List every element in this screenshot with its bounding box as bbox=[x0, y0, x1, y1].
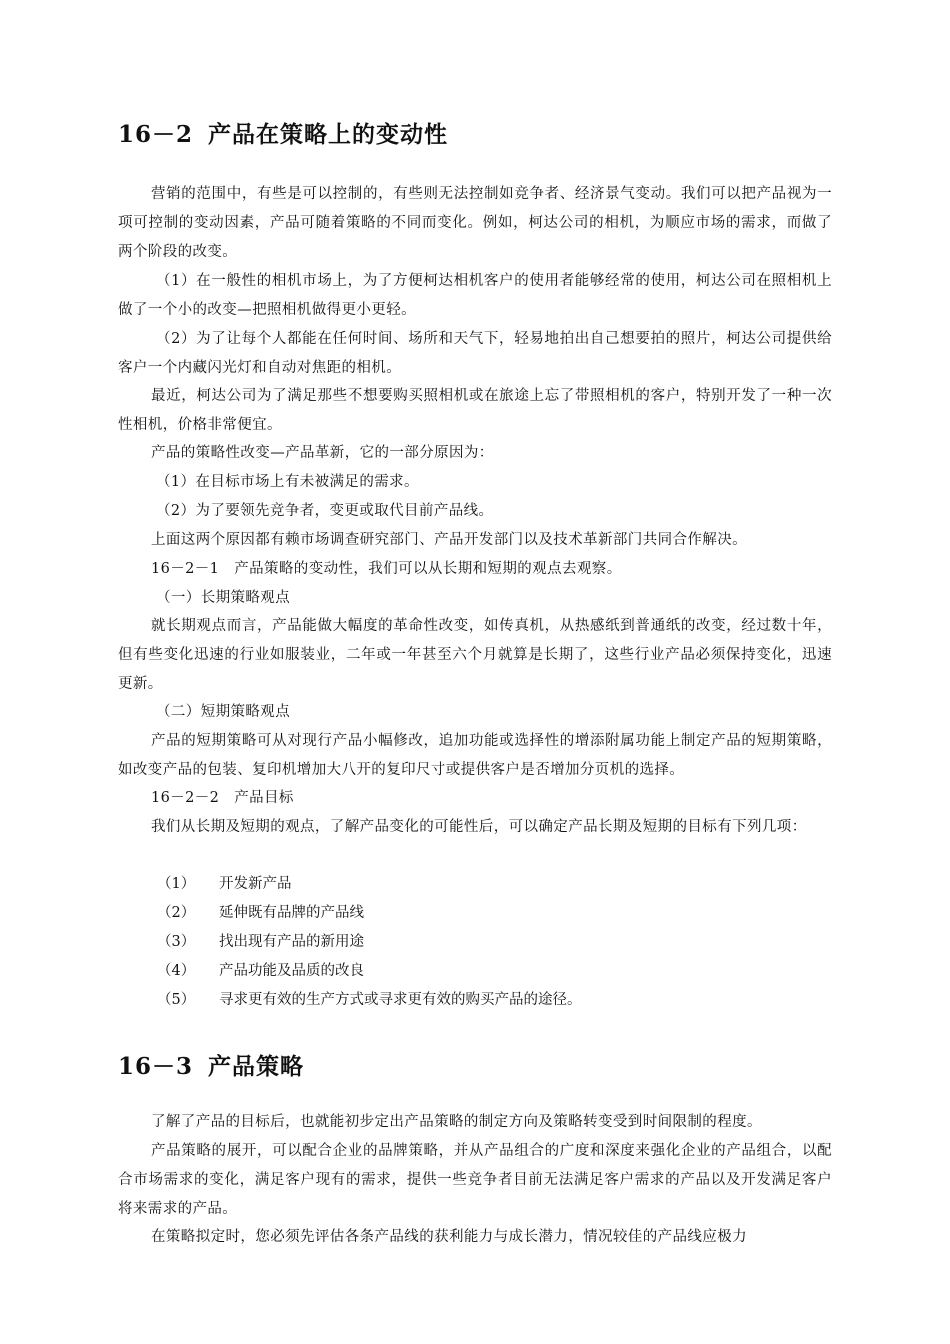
list-item: （4） 产品功能及品质的改良 bbox=[157, 963, 364, 979]
paragraph: 产品的策略性改变—产品革新，它的一部分原因为： bbox=[151, 445, 494, 461]
list-item: （5） 寻求更有效的生产方式或寻求更有效的购买产品的途径。 bbox=[157, 992, 582, 1008]
paragraph: 产品的短期策略可从对现行产品小幅修改，追加功能或选择性的增添附属功能上制定产品的短期策略，如改变产品的包装、复印机增加大八开的复印尺寸或提供客户是否增加分页机的选择。 bbox=[118, 733, 832, 778]
section-title: 产品在策略上的变动性 bbox=[208, 121, 448, 148]
subsection-heading: （一）长期策略观点 bbox=[156, 590, 291, 606]
list-item: （1） 开发新产品 bbox=[157, 876, 292, 892]
paragraph: 产品策略的展开，可以配合企业的品牌策略，并从产品组合的广度和深度来强化企业的产品组合，以配合市场需求的变化，满足客户现有的需求，提供一些竞争者目前无法满足客户需求的产品以及开发满足客户将来需求的产品。 bbox=[118, 1143, 832, 1217]
paragraph: （1）在一般性的相机市场上，为了方便柯达相机客户的使用者能够经常的使用，柯达公司在照相机上做了一个小的改变—把照相机做得更小更轻。 bbox=[118, 273, 832, 318]
paragraph: 了解了产品的目标后，也就能初步定出产品策略的制定方向及策略转变受到时间限制的程度。 bbox=[151, 1114, 762, 1130]
section-number: 16－3 bbox=[118, 1053, 194, 1080]
paragraph: 最近，柯达公司为了满足那些不想要购买照相机或在旅途上忘了带照相机的客户，特别开发了一种一次性相机，价格非常便宜。 bbox=[118, 388, 832, 433]
list-item: （3） 找出现有产品的新用途 bbox=[157, 934, 364, 950]
paragraph: （2）为了让每个人都能在任何时间、场所和天气下，轻易地拍出自己想要拍的照片，柯达公司提供给客户一个内藏闪光灯和自动对焦距的相机。 bbox=[118, 331, 832, 376]
subsection-heading: （二）短期策略观点 bbox=[156, 704, 291, 720]
section-heading-16-3 bbox=[118, 1048, 304, 1081]
section-heading-16-2 bbox=[118, 116, 448, 149]
paragraph: （1）在目标市场上有未被满足的需求。 bbox=[156, 474, 419, 490]
section-number: 16－2 bbox=[118, 121, 194, 148]
paragraph: 我们从长期及短期的观点，了解产品变化的可能性后，可以确定产品长期及短期的目标有下列几项： bbox=[151, 819, 807, 835]
subsection-heading: 16－2－2 产品目标 bbox=[151, 790, 294, 806]
paragraph: 在策略拟定时，您必须先评估各条产品线的获利能力与成长潜力，情况较佳的产品线应极力 bbox=[151, 1229, 747, 1245]
paragraph: （2）为了要领先竞争者，变更或取代目前产品线。 bbox=[156, 503, 494, 519]
subsection-heading: 16－2－1 产品策略的变动性，我们可以从长期和短期的观点去观察。 bbox=[151, 561, 622, 577]
paragraph: 上面这两个原因都有赖市场调查研究部门、产品开发部门以及技术革新部门共同合作解决。 bbox=[151, 532, 747, 548]
list-item: （2） 延伸既有品牌的产品线 bbox=[157, 905, 364, 921]
paragraph: 营销的范围中，有些是可以控制的，有些则无法控制如竞争者、经济景气变动。我们可以把产品视为一项可控制的变动因素，产品可随着策略的不同而变化。例如，柯达公司的相机，为顺应市场的需求，而做了两个阶段的改变。 bbox=[118, 186, 832, 260]
paragraph: 就长期观点而言，产品能做大幅度的革命性改变，如传真机，从热感纸到普通纸的改变，经过数十年，但有些变化迅速的行业如服装业，二年或一年甚至六个月就算是长期了，这些行业产品必须保持变化，迅速更新。 bbox=[118, 618, 832, 692]
section-title: 产品策略 bbox=[208, 1053, 304, 1080]
